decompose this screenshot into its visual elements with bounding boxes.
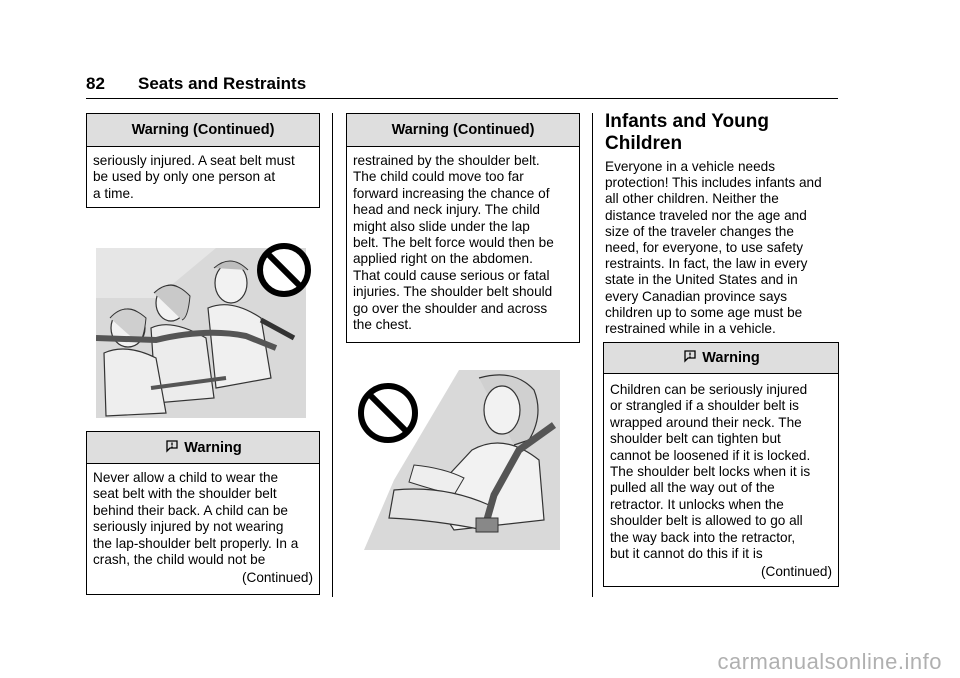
warning-header [604,343,838,374]
column-divider-right [592,113,593,597]
warning-continued-box-1 [86,113,320,208]
section-title: Seats and Restraints [138,74,307,93]
warning-continued-header [347,114,579,147]
warning-body [87,464,319,591]
warning-continued-label: (Continued) [241,570,313,586]
warning-text: Never allow a child to wear the seat belt with the shoulder belt behind their back. A child can be seriously injured by not wearing the lap-shoulder belt properly. In a crash, the child would not be [93,470,299,568]
warning-continued-text: seriously injured. A seat belt must be used by only one person at a time. [93,153,295,201]
warning-continued-title: Warning (Continued) [131,122,275,138]
watermark: carmanualsonline.info [717,649,942,674]
warning-continued-header [87,114,319,147]
warning-continued-box-2 [346,113,580,343]
child-belt-neck-illustration [354,370,560,552]
section-heading: Infants and Young Children [605,111,769,154]
page-header [86,72,838,99]
shared-belt-illustration [96,238,318,420]
warning-icon [682,348,698,368]
warning-text: Children can be seriously injured or strangled if a shoulder belt is wrapped around their neck. The shoulder belt can tighten but cannot be loosened if it is locked. The shoulder belt locks when it is pulled all the way out of the retractor. It unlocks when the shoulder belt is allowed to go all the way back into the retractor, but it cannot do this if it is [610,382,811,562]
warning-continued-label: (Continued) [760,564,832,580]
page-number: 82 [86,74,105,93]
warning-box-3 [603,342,839,587]
warning-icon [164,438,180,458]
prohibition-icon [260,246,308,294]
warning-box-1 [86,431,320,595]
warning-title: Warning [702,350,760,366]
intro-paragraph: Everyone in a vehicle needs protection! This includes infants and all other children. Neither the distance traveled nor the age and size of the traveler changes the need, for everyone, to use safety restraints. In fact, the law in every state in the United States and in every Canadian province says children up to some age must be restrained while in a vehicle. [605,159,822,337]
warning-continued-body [87,147,319,206]
warning-continued-text: restrained by the shoulder belt. The child could move too far forward increasing the chance of head and neck injury. The child might also slide under the lap belt. The belt force would then be applied right on the abdomen. That could cause serious or fatal injuries. The shoulder belt should go over the shoulder and across the chest. [353,153,554,333]
warning-header [87,432,319,464]
column-divider-left [332,113,333,597]
warning-continued-body [347,147,579,337]
warning-body [604,374,838,585]
prohibition-icon [361,386,415,440]
warning-continued-title: Warning (Continued) [391,122,535,138]
warning-title: Warning [184,439,242,456]
